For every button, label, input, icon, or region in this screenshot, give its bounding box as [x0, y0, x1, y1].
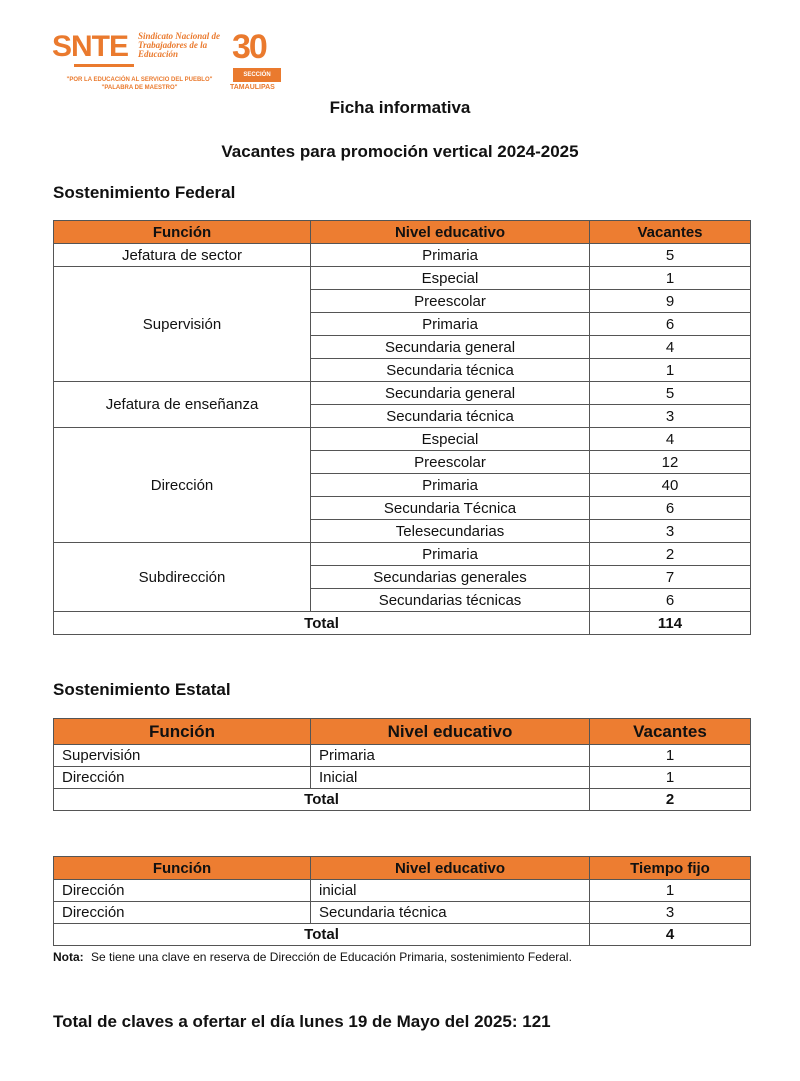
nivel-cell: Especial: [311, 267, 590, 290]
table-row: [54, 745, 751, 767]
vacantes-cell: 2: [590, 543, 751, 566]
total-value: 114: [590, 612, 751, 635]
nivel-cell: Primaria: [311, 244, 590, 267]
vacantes-cell: 1: [590, 359, 751, 382]
funcion-cell: Dirección: [54, 880, 311, 902]
snte-motto-line-1: "POR LA EDUCACIÓN AL SERVICIO DEL PUEBLO": [66, 77, 213, 83]
funcion-cell: Dirección: [54, 428, 311, 543]
nivel-cell: Primaria: [311, 745, 590, 767]
note-text: Se tiene una clave en reserva de Dirección de Educación Primaria, sostenimiento Federal.: [91, 950, 572, 964]
nivel-cell: Especial: [311, 428, 590, 451]
vacantes-cell: 7: [590, 566, 751, 589]
vacantes-cell: 5: [590, 244, 751, 267]
nivel-cell: Preescolar: [311, 290, 590, 313]
funcion-cell: Supervisión: [54, 745, 311, 767]
table-row: [54, 382, 751, 405]
tiempo-fijo-header-valor: Tiempo fijo: [590, 857, 751, 880]
estatal-header-row: [54, 719, 751, 745]
table-row: [54, 267, 751, 290]
tiempo-fijo-header-nivel: Nivel educativo: [311, 857, 590, 880]
estatal-table: [53, 718, 751, 811]
federal-table: [53, 220, 751, 635]
vacantes-cell: 4: [590, 428, 751, 451]
total-label: Total: [54, 924, 590, 946]
total-label: Total: [54, 612, 590, 635]
funcion-cell: Supervisión: [54, 267, 311, 382]
nivel-cell: Secundaria Técnica: [311, 497, 590, 520]
snte-logo: [52, 30, 292, 100]
tiempo-fijo-table: [53, 856, 751, 946]
valor-cell: 3: [590, 902, 751, 924]
tiempo-fijo-header-row: [54, 857, 751, 880]
vacantes-cell: 1: [590, 767, 751, 789]
state-name: TAMAULIPAS: [230, 84, 275, 91]
table-row: [54, 902, 751, 924]
total-label: Total: [54, 789, 590, 811]
tiempo-fijo-header-funcion: Función: [54, 857, 311, 880]
table-row: [54, 543, 751, 566]
funcion-cell: Dirección: [54, 767, 311, 789]
federal-header-nivel: Nivel educativo: [311, 221, 590, 244]
nivel-cell: Secundaria técnica: [311, 359, 590, 382]
estatal-header-nivel: Nivel educativo: [311, 719, 590, 745]
section-number: 30: [232, 28, 266, 66]
valor-cell: 1: [590, 880, 751, 902]
snte-underline: [74, 64, 134, 67]
table-row: [54, 244, 751, 267]
tiempo-fijo-total-row: [54, 924, 751, 946]
estatal-heading: Sostenimiento Estatal: [53, 680, 231, 699]
federal-total-row: [54, 612, 751, 635]
nivel-cell: Secundaria general: [311, 336, 590, 359]
snte-motto-line-2: "PALABRA DE MAESTRO": [101, 85, 178, 91]
snte-wordmark: SNTE: [52, 30, 129, 63]
nivel-cell: Secundarias técnicas: [311, 589, 590, 612]
table-row: [54, 428, 751, 451]
note-label: Nota:: [53, 950, 84, 964]
nivel-cell: Primaria: [311, 313, 590, 336]
vacantes-cell: 3: [590, 405, 751, 428]
funcion-cell: Jefatura de enseñanza: [54, 382, 311, 428]
nivel-cell: Secundaria técnica: [311, 902, 590, 924]
snte-motto: [52, 76, 227, 92]
nivel-cell: Primaria: [311, 543, 590, 566]
final-total-line: Total de claves a ofertar el día lunes 19 de Mayo del 2025: 121: [53, 1012, 551, 1031]
funcion-cell: Dirección: [54, 902, 311, 924]
nivel-cell: Secundarias generales: [311, 566, 590, 589]
snte-organization-name: Sindicato Nacional de Trabajadores de la Educación: [138, 31, 221, 59]
nivel-cell: Preescolar: [311, 451, 590, 474]
nivel-cell: inicial: [311, 880, 590, 902]
table-row: [54, 767, 751, 789]
vacantes-cell: 6: [590, 313, 751, 336]
estatal-total-row: [54, 789, 751, 811]
vacantes-cell: 6: [590, 589, 751, 612]
vacantes-cell: 1: [590, 745, 751, 767]
federal-header-funcion: Función: [54, 221, 311, 244]
nivel-cell: Telesecundarias: [311, 520, 590, 543]
document-title: Ficha informativa: [329, 98, 471, 117]
nivel-cell: Secundaria técnica: [311, 405, 590, 428]
funcion-cell: Jefatura de sector: [54, 244, 311, 267]
nivel-cell: Secundaria general: [311, 382, 590, 405]
table-row: [54, 880, 751, 902]
estatal-header-vacantes: Vacantes: [590, 719, 751, 745]
vacantes-cell: 1: [590, 267, 751, 290]
nivel-cell: Inicial: [311, 767, 590, 789]
vacantes-cell: 4: [590, 336, 751, 359]
nivel-cell: Primaria: [311, 474, 590, 497]
total-value: 4: [590, 924, 751, 946]
vacantes-cell: 40: [590, 474, 751, 497]
vacantes-cell: 9: [590, 290, 751, 313]
total-value: 2: [590, 789, 751, 811]
vacantes-cell: 12: [590, 451, 751, 474]
funcion-cell: Subdirección: [54, 543, 311, 612]
federal-header-row: [54, 221, 751, 244]
section-badge: SECCIÓN: [233, 68, 281, 82]
document-subtitle: Vacantes para promoción vertical 2024-2025: [221, 142, 579, 161]
estatal-header-funcion: Función: [54, 719, 311, 745]
vacantes-cell: 3: [590, 520, 751, 543]
vacantes-cell: 5: [590, 382, 751, 405]
federal-heading: Sostenimiento Federal: [53, 183, 236, 202]
note: [53, 950, 572, 964]
vacantes-cell: 6: [590, 497, 751, 520]
federal-header-vacantes: Vacantes: [590, 221, 751, 244]
